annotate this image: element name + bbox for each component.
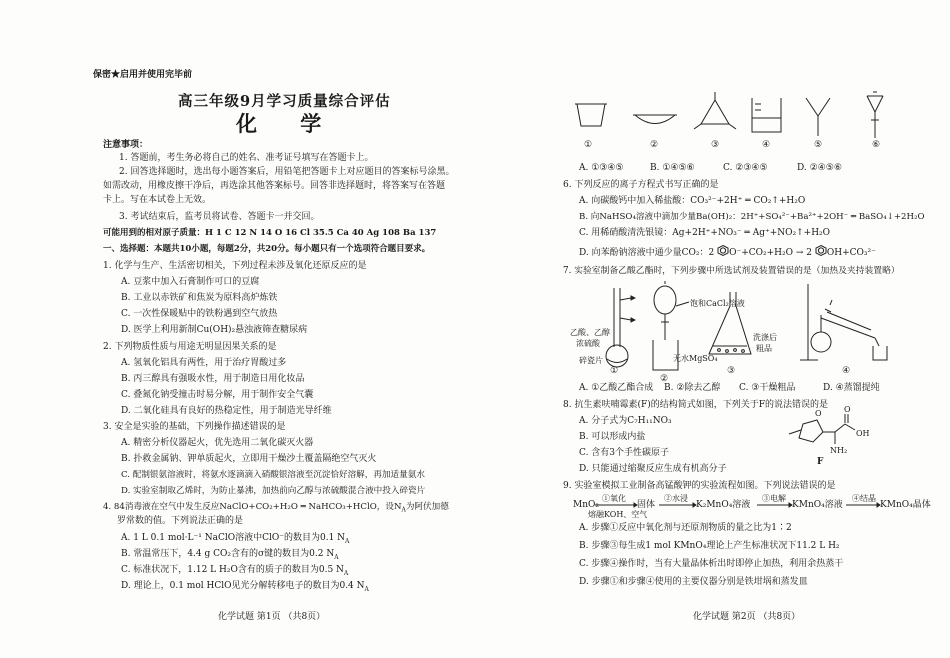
- question-1: 1. 化学与生产、生活密切相关，下列过程未涉及氧化还原反应的是: [103, 261, 367, 271]
- step-label-1: ①: [610, 366, 619, 376]
- q3-option-c: C. 配制银氨溶液时，将氨水逐滴滴入硝酸银溶液至沉淀恰好溶解，再加适量氨水: [121, 470, 425, 480]
- note-2-end: 卡上。写在本试卷上无效。: [103, 195, 212, 205]
- flow-k2mno4: K₂MnO₄溶液: [696, 500, 751, 510]
- apparatus-label-6: ⑥: [872, 140, 881, 150]
- q1-option-d: D. 医学上利用新制Cu(OH)₂悬浊液筛查糖尿病: [121, 325, 308, 335]
- q9-option-b: B. 步骤③每生成1 mol KMnO₄理论上产生标准状况下11.2 L H₂: [579, 541, 840, 551]
- q8-option-a: A. 分子式为C₇H₁₁NO₃: [579, 416, 672, 426]
- struct-label-f: F: [817, 457, 824, 467]
- note-1: 1. 答题前，考生务必将自己的姓名、准考证号填写在答题卡上。: [119, 153, 374, 163]
- flow-kmno4-solution: KMnO₄溶液: [792, 500, 843, 510]
- reagent-label-chips: 碎瓷片: [579, 356, 603, 365]
- note-2-cont: 如需改动，用橡皮擦干净后，再选涂其他答案标号。回答非选择题时，将答案写在答题: [103, 181, 446, 191]
- atomic-masses: 可能用到的相对原子质量：H 1 C 12 N 14 O 16 Cl 35.5 Ca 40 Ag 108 Ba 137: [103, 228, 437, 238]
- q5-option-d: D. ②④⑤⑥: [797, 163, 842, 173]
- q4-option-c: C. 标准状况下，1.12 L H₂O含有的质子的数目为0.5 $N_A$: [121, 565, 349, 577]
- struct-carbonyl-oxygen: O: [844, 405, 851, 414]
- q8-option-d: D. 只能通过缩聚反应生成有机高分子: [579, 464, 727, 474]
- flow-step-1: ①氧化: [602, 494, 626, 503]
- struct-oxygen: O: [815, 409, 822, 418]
- flow-step-1-cond: 熔融KOH、空气: [588, 510, 648, 519]
- struct-hydroxyl: OH: [856, 429, 870, 438]
- exam-page-2: [475, 0, 950, 658]
- flow-step-3: ③电解: [762, 494, 786, 503]
- q9-option-c: C. 步骤④操作时，当有大量晶体析出时即停止加热，利用余热蒸干: [579, 559, 844, 569]
- q2-option-d: D. 二氧化硅具有良好的热稳定性，用于制造光导纤维: [121, 406, 332, 416]
- question-8: 8. 抗生素呋喃霉素(F)的结构简式如图，下列关于F的说法错误的是: [563, 400, 828, 410]
- question-3: 3. 安全是实验的基础，下列操作描述错误的是: [103, 422, 286, 432]
- q2-option-b: B. 丙三醇具有强吸水性，用于制造日用化妆品: [121, 374, 305, 384]
- question-9: 9. 实验室模拟工业制备高锰酸钾的实验流程如图。下列说法错误的是: [563, 481, 836, 491]
- page-2-footer: 化学试题 第2页 （共8页）: [693, 612, 801, 622]
- exam-title: 高三年级9月学习质量综合评估: [178, 93, 391, 110]
- confidential-mark: 保密★启用并使用完毕前: [93, 70, 193, 80]
- question-4-line-2: 罗常数的值。下列说法正确的是: [117, 516, 244, 526]
- q8-option-c: C. 含有3个手性碳原子: [579, 448, 670, 458]
- apparatus-label-5: ⑤: [814, 140, 823, 150]
- q5-option-a: A. ①③④⑤: [579, 163, 624, 173]
- note-3: 3. 考试结束后，监考员将试卷、答题卡一并交回。: [119, 212, 320, 222]
- q4-option-d: D. 理论上，0.1 mol HClO见光分解转移电子的数目为0.4 $N_A$: [121, 581, 369, 593]
- q5-option-b: B. ①④⑤⑥: [650, 163, 695, 173]
- flow-step-2: ②水浸: [664, 494, 688, 503]
- reagent-label-washed: 洗涤后: [753, 333, 777, 342]
- q7-option-c: C. ③干燥粗品: [739, 383, 796, 393]
- q8-option-b: B. 可以形成内盐: [579, 432, 646, 442]
- flow-start: MnO₂: [573, 500, 599, 510]
- q1-option-a: A. 豆浆中加入石膏制作可口的豆腐: [121, 277, 260, 287]
- flow-kmno4-crystal: KMnO₄晶体: [880, 500, 931, 510]
- notes-heading: 注意事项：: [103, 140, 149, 150]
- q7-option-a: A. ①乙酸乙酯合成: [579, 383, 654, 393]
- q2-option-a: A. 氢氧化铝具有两性，用于治疗胃酸过多: [121, 358, 287, 368]
- apparatus-label-4: ④: [762, 140, 771, 150]
- flow-solid: 固体: [637, 500, 656, 510]
- q4-option-b: B. 常温常压下，4.4 g CO₂含有的σ键的数目为0.2 $N_A$: [121, 549, 339, 561]
- q3-option-d: D. 实验室制取乙烯时，为防止暴沸，加热前向乙醇与浓硫酸混合液中投入碎瓷片: [121, 486, 426, 496]
- flow-arrows: [475, 0, 950, 520]
- q3-option-b: B. 扑救金属钠、钾单质起火，立即用干燥沙土覆盖隔绝空气灭火: [121, 454, 377, 464]
- q6-option-a: A. 向碳酸钙中加入稀盐酸：CO₃²⁻+2H⁺ ═ CO₂↑+H₂O: [579, 196, 806, 206]
- flow-step-4: ④结晶: [852, 494, 876, 503]
- q4-option-a: A. 1 L 0.1 mol·L⁻¹ NaClO溶液中ClO⁻的数目为0.1 $N_A$: [121, 533, 350, 545]
- q7-option-d: D. ④蒸馏提纯: [823, 383, 880, 393]
- reagent-label-sulfuric: 浓硫酸: [576, 339, 600, 348]
- question-2: 2. 下列物质性质与用途无明显因果关系的是: [103, 342, 277, 352]
- question-6: 6. 下列反应的离子方程式书写正确的是: [563, 180, 719, 190]
- q9-option-a: A. 步骤①反应中氧化剂与还原剂物质的量之比为1∶2: [579, 523, 792, 533]
- q6-option-b: B. 向NaHSO₄溶液中滴加少量Ba(OH)₂：2H⁺+SO₄²⁻+Ba²⁺+2OH⁻ ═ BaSO₄↓+2H₂O: [579, 212, 925, 222]
- subject-title: 化 学: [236, 111, 340, 136]
- question-4-line-1: 4. 84消毒液在空气中发生反应NaClO+CO₂+H₂O ═ NaHCO₃+HClO，设$N_A$为阿伏加德: [103, 502, 449, 514]
- q2-option-c: C. 叠氮化钠受撞击时易分解，用于制作安全气囊: [121, 390, 314, 400]
- q1-option-b: B. 工业以赤铁矿和焦炭为原料高炉炼铁: [121, 293, 278, 303]
- page-1-footer: 化学试题 第1页 （共8页）: [218, 612, 326, 622]
- q3-option-a: A. 精密分析仪器起火，优先选用二氧化碳灭火器: [121, 438, 314, 448]
- step-label-4: ④: [842, 366, 851, 376]
- apparatus-label-1: ①: [584, 140, 593, 150]
- question-7: 7. 实验室制备乙酸乙酯时，下列步骤中所选试剂及装置错误的是（加热及夹持装置略）: [563, 266, 900, 276]
- q5-option-c: C. ②③④⑤: [723, 163, 768, 173]
- q7-option-b: B. ②除去乙醇: [664, 383, 721, 393]
- q1-option-c: C. 一次性保暖贴中的铁粉遇到空气放热: [121, 309, 278, 319]
- reagent-label-cacl2: 饱和CaCl₂溶液: [690, 299, 745, 308]
- q6-option-c: C. 用稀硝酸清洗银镜：Ag+2H⁺+NO₃⁻ ═ Ag⁺+NO₂↑+H₂O: [579, 228, 831, 238]
- reagent-label-crude: 粗品: [756, 344, 772, 353]
- section-heading: 一、选择题：本题共10小题，每题2分，共20分。每小题只有一个选项符合题目要求。: [103, 244, 431, 254]
- struct-amino: NH₂: [830, 446, 848, 455]
- reagent-label-mgso4: 无水MgSO₄: [673, 354, 718, 363]
- q6-option-d: D. 向苯酚钠溶液中通少量CO₂：2 O⁻+CO₂+H₂O → 2 OH+CO₃²⁻: [579, 245, 876, 260]
- step-label-3: ③: [727, 366, 736, 376]
- note-2: 2. 回答选择题时，选出每小题答案后，用铅笔把答题卡上对应题目的答案标号涂黑。: [119, 167, 455, 177]
- q9-option-d: D. 步骤①和步骤④使用的主要仪器分别是铁坩埚和蒸发皿: [579, 577, 808, 587]
- apparatus-label-2: ②: [650, 140, 659, 150]
- reagent-label-acid-alcohol: 乙酸、乙醇: [570, 328, 610, 337]
- step-label-2: ②: [660, 374, 669, 384]
- apparatus-label-3: ③: [711, 140, 720, 150]
